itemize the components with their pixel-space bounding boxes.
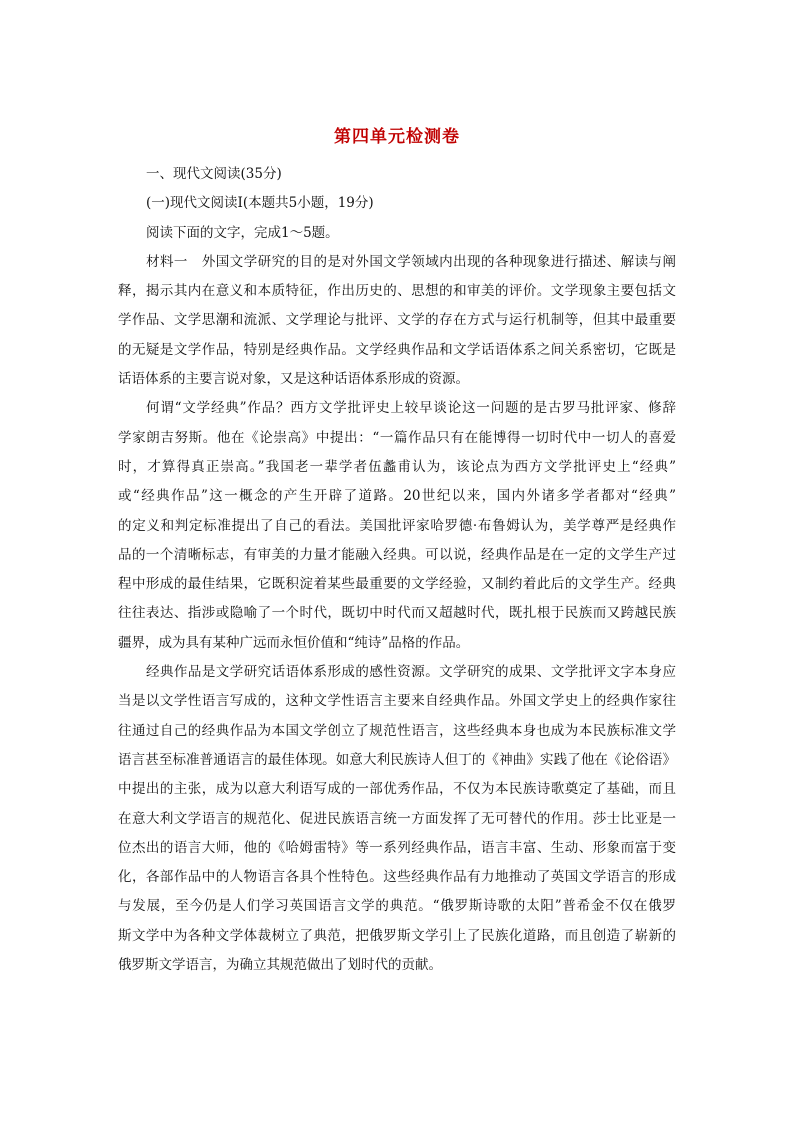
text-line: 经典作品是文学研究话语体系形成的感性资源。文学研究的成果、文学批评文字本身应 (146, 664, 676, 681)
page-title: 第四单元检测卷 (334, 127, 460, 147)
text-line: 释，揭示其内在意义和本质特征，作出历史的、思想的和审美的评价。文学现象主要包括文 (118, 283, 676, 300)
text-line: 学作品、文学思潮和流派、文学理论与批评、文学的存在方式与运行机制等，但其中最重要 (118, 312, 676, 329)
text-line: 俄罗斯文学语言，为确立其规范做出了划时代的贡献。 (118, 957, 442, 974)
instruction-text: 阅读下面的文字，完成1～5题。 (146, 224, 339, 241)
text-line: 程中形成的最佳结果，它既积淀着某些最重要的文学经验，又制约着此后的文学生产。经典 (118, 576, 676, 593)
text-line: 化，各部作品中的人物语言各具个性特色。这些经典作品有力地推动了英国文学语言的形成 (118, 869, 676, 886)
text-line: 语言甚至标准普通语言的最佳体现。如意大利民族诗人但丁的《神曲》实践了他在《论俗语》 (118, 751, 676, 768)
text-line: 中提出的主张，成为以意大利语写成的一部优秀作品，不仅为本民族诗歌奠定了基础，而且 (118, 781, 676, 798)
text-line: 在意大利文学语言的规范化、促进民族语言统一方面发挥了无可替代的作用。莎士比亚是一 (118, 810, 676, 827)
text-line: 的定义和判定标准提出了自己的看法。美国批评家哈罗德·布鲁姆认为，美学尊严是经典作 (118, 517, 676, 534)
text-line: 或“经典作品”这一概念的产生开辟了道路。20世纪以来，国内外诸多学者都对“经典” (118, 488, 676, 505)
text-line: 学家朗吉努斯。他在《论崇高》中提出：“一篇作品只有在能博得一切时代中一切人的喜爱 (118, 429, 676, 446)
text-line: 的无疑是文学作品，特别是经典作品。文学经典作品和文学话语体系之间关系密切，它既是 (118, 341, 676, 358)
text-line: 时，才算得真正崇高。”我国老一辈学者伍蠡甫认为，该论点为西方文学批评史上“经典” (118, 458, 676, 475)
paragraph-classic-definition (118, 394, 676, 658)
text-line: 何谓“文学经典”作品？西方文学批评史上较早谈论这一问题的是古罗马批评家、修辞 (146, 400, 676, 417)
section-heading: 一、现代文阅读(35分) (146, 166, 282, 182)
text-line: 话语体系的主要言说对象，又是这种话语体系形成的资源。 (118, 371, 469, 388)
text-line: 往往表达、指涉或隐喻了一个时代，既切中时代而又超越时代，既扎根于民族而又跨越民族 (118, 605, 676, 622)
text-line: 疆界，成为具有某种广远而永恒价值和“纯诗”品格的作品。 (118, 634, 470, 651)
text-line: 材料一 外国文学研究的目的是对外国文学领域内出现的各种现象进行描述、解读与阐 (146, 253, 676, 270)
text-line: 往通过自己的经典作品为本国文学创立了规范性语言，这些经典本身也成为本民族标准文学 (118, 722, 676, 739)
text-line: 当是以文学性语言写成的，这种文学性语言主要来自经典作品。外国文学史上的经典作家往 (118, 693, 676, 710)
paragraph-material-one (118, 248, 676, 394)
text-line: 位杰出的语言大师，他的《哈姆雷特》等一系列经典作品，语言丰富、生动、形象而富于变 (118, 839, 676, 856)
subsection-heading: (一)现代文阅读Ⅰ(本题共5小题，19分) (146, 195, 374, 212)
text-line: 与发展，至今仍是人们学习英国语言文学的典范。“俄罗斯诗歌的太阳”普希金不仅在俄罗 (118, 898, 676, 915)
document-body (118, 160, 676, 980)
paragraph-classic-language (118, 658, 676, 980)
text-line: 品的一个清晰标志，有审美的力量才能融入经典。可以说，经典作品是在一定的文学生产过 (118, 546, 676, 563)
text-line: 斯文学中为各种文学体裁树立了典范，把俄罗斯文学引上了民族化道路，而且创造了崭新的 (118, 927, 676, 944)
